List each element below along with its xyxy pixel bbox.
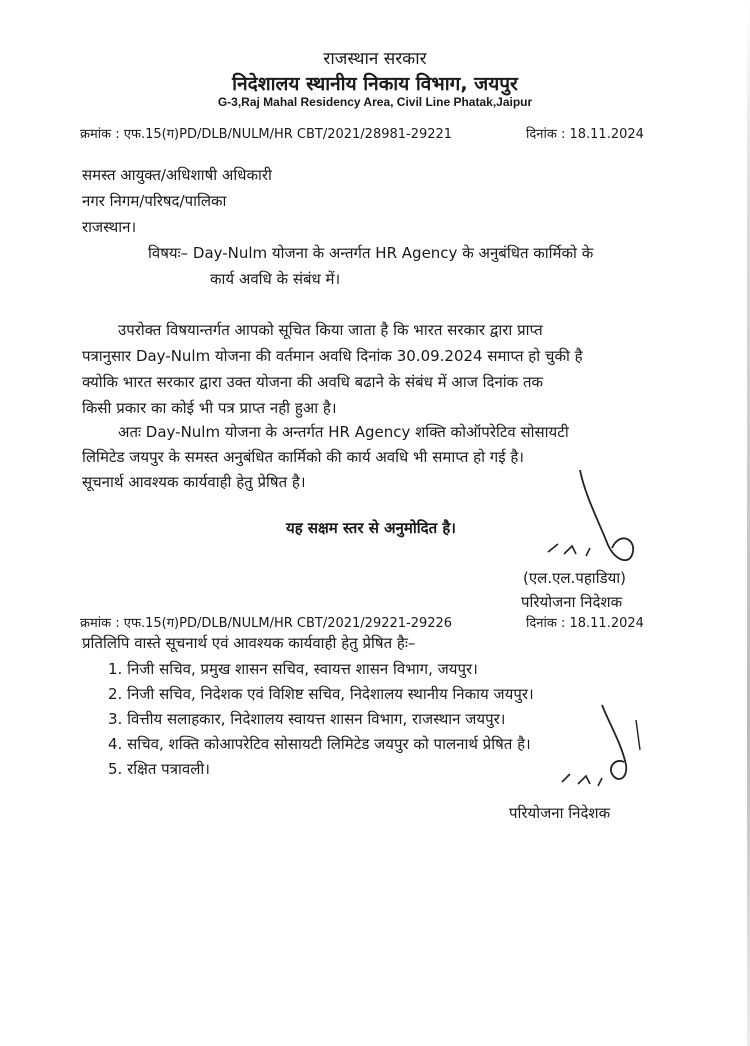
reference-number: क्रमांक : एफ.15(ग)PD/DLB/NULM/HR CBT/2021/28981-29221 <box>80 127 453 142</box>
copy-to-item: 1. निजी सचिव, प्रमुख शासन सचिव, स्वायत्त शासन विभाग, जयपुर। <box>108 660 478 678</box>
copy-to-item: 3. वित्तीय सलाहकार, निदेशालय स्वायत्त शासन विभाग, राजस्थान जयपुर। <box>108 710 506 728</box>
body-line: क्योकि भारत सरकार द्वारा उक्त योजना की अवधि बढाने के संबंध में आज दिनांक तक <box>82 373 544 391</box>
signatory-designation: परियोजना निदेशक <box>521 593 623 611</box>
signatory-designation: परियोजना निदेशक <box>509 804 611 822</box>
signatory-name: (एल.एल.पहाडिया) <box>523 569 627 587</box>
addressee-line: राजस्थान। <box>82 218 137 236</box>
letterhead-government: राजस्थान सरकार <box>323 49 427 69</box>
copy-to-item: 4. सचिव, शक्ति कोआपरेटिव सोसायटी लिमिटेड जयपुर को पालनार्थ प्रेषित है। <box>108 735 531 753</box>
subject-line: विषयः– Day-Nulm योजना के अन्तर्गत HR Agency के अनुबंधित कार्मिको के <box>148 244 594 262</box>
addressee-line: नगर निगम/परिषद/पालिका <box>82 192 227 210</box>
body-line: अतः Day-Nulm योजना के अन्तर्गत HR Agency शक्ति कोऑपरेटिव सोसायटी <box>118 423 569 441</box>
signature-scribble <box>520 460 670 575</box>
copy-to-heading: प्रतिलिपि वास्ते सूचनार्थ एवं आवश्यक कार्यवाही हेतु प्रेषित हैः– <box>82 634 416 652</box>
body-line: किसी प्रकार का कोई भी पत्र प्राप्त नही हुआ है। <box>82 399 337 417</box>
body-line: लिमिटेड जयपुर के समस्त अनुबंधित कार्मिको की कार्य अवधि भी समाप्त हो गई है। <box>82 448 524 466</box>
copy-to-item: 2. निजी सचिव, निदेशक एवं विशिष्ट सचिव, निदेशालय स्थानीय निकाय जयपुर। <box>108 685 534 703</box>
reference-date: दिनांक : 18.11.2024 <box>526 616 644 631</box>
subject-line: कार्य अवधि के संबंध में। <box>210 270 341 288</box>
reference-number: क्रमांक : एफ.15(ग)PD/DLB/NULM/HR CBT/2021/29221-29226 <box>80 616 453 631</box>
addressee-line: समस्त आयुक्त/अधिशाषी अधिकारी <box>82 166 272 184</box>
copy-to-item: 5. रक्षित पत्रावली। <box>108 760 210 778</box>
letterhead-address: G-3,Raj Mahal Residency Area, Civil Line Phatak,Jaipur <box>217 95 533 109</box>
signature-scribble <box>540 700 660 800</box>
reference-date: दिनांक : 18.11.2024 <box>526 127 644 142</box>
body-line: पत्रानुसार Day-Nulm योजना की वर्तमान अवधि दिनांक 30.09.2024 समाप्त हो चुकी है <box>82 347 583 365</box>
approval-note: यह सक्षम स्तर से अनुमोदित है। <box>286 519 456 537</box>
letterhead-department: निदेशालय स्थानीय निकाय विभाग, जयपुर <box>232 73 518 95</box>
body-line: उपरोक्त विषयान्तर्गत आपको सूचित किया जाता है कि भारत सरकार द्वारा प्राप्त <box>118 321 543 339</box>
body-line: सूचनार्थ आवश्यक कार्यवाही हेतु प्रेषित है। <box>82 473 306 491</box>
